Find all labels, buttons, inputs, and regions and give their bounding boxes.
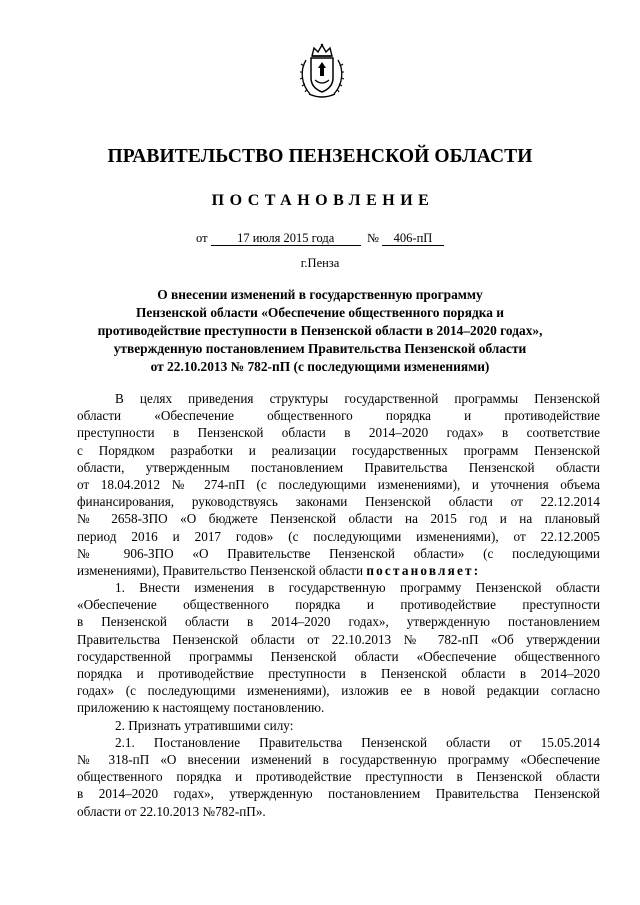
item-1-line: годах» (с последующими изменениями), изложив ее в новой редакции согласно: [77, 683, 600, 699]
subject-line: О внесении изменений в государственную программу: [157, 287, 483, 302]
coat-of-arms-icon: [298, 42, 346, 100]
body-line: области, утвержденным постановлением Правительства Пензенской области: [77, 459, 600, 475]
subject-line: Пензенской области «Обеспечение общественного порядка и: [136, 305, 504, 320]
resolves-keyword: постановляет:: [366, 562, 481, 578]
body-line: области «Обеспечение общественного порядка и противодействие: [77, 408, 600, 424]
subject-line: утвержденную постановлением Правительства Пензенской области: [113, 341, 527, 356]
body-line: финансирования, руководствуясь законами Пензенской области от 22.12.2014: [77, 494, 600, 510]
body-line: преступности в Пензенской области в 2014–2020 годах» в соответствие: [77, 425, 600, 441]
document-type: ПОСТАНОВЛЕНИЕ: [211, 192, 435, 209]
city: г.Пенза: [300, 256, 340, 270]
item-2-1-line: области от 22.10.2013 №782-пП».: [77, 803, 266, 819]
item-1-line: приложению к настоящему постановлению.: [77, 700, 325, 716]
document-subject: [60, 286, 580, 376]
item-1-line: «Обеспечение общественного порядка и противодействие преступности: [77, 597, 600, 613]
item-2-1-line: в 2014–2020 годах», утвержденную постановлением Правительства Пензенской: [77, 786, 600, 802]
item-1-line: государственной программы Пензенской области «Обеспечение общественного: [77, 648, 600, 664]
item-1-line: 1. Внести изменения в государственную программу Пензенской области: [115, 580, 600, 596]
body-line: от 18.04.2012 № 274-пП (с последующими изменениями), и уточнения объема: [77, 476, 600, 492]
document-date: 17 июля 2015 года: [211, 231, 361, 246]
body-line: с Порядком разработки и реализации государственных программ Пензенской: [77, 442, 600, 458]
item-2-line: 2. Признать утратившими силу:: [115, 717, 294, 733]
subject-line: противодействие преступности в Пензенской области в 2014–2020 годах»,: [97, 323, 543, 338]
item-1-line: порядка и противодействие преступности в Пензенской области в 2014–2020: [77, 666, 600, 681]
document-number: 406-пП: [382, 231, 444, 246]
item-2-1-line: № 318-пП «О внесении изменений в государственную программу «Обеспечение: [77, 751, 600, 767]
item-2-1-line: общественного порядка и противодействие преступности в Пензенской области: [77, 769, 600, 785]
body-line: В целях приведения структуры государственной программы Пензенской: [115, 391, 600, 406]
date-number-line: [0, 231, 640, 246]
government-title: ПРАВИТЕЛЬСТВО ПЕНЗЕНСКОЙ ОБЛАСТИ: [107, 146, 533, 167]
body-line: [77, 562, 600, 579]
item-1-line: в Пензенской области в 2014–2020 годах», утвержденную постановлением: [77, 614, 600, 630]
body-line: № 906-ЗПО «О Правительстве Пензенской области» (с последующими: [77, 545, 600, 561]
subject-line: от 22.10.2013 № 782-пП (с последующими изменениями): [150, 359, 490, 374]
date-prefix: от: [196, 231, 208, 245]
document-body: [77, 390, 600, 820]
item-2-1-line: 2.1. Постановление Правительства Пензенской области от 15.05.2014: [115, 734, 600, 750]
body-line: № 2658-ЗПО «О бюджете Пензенской области на 2015 год и на плановый: [77, 511, 600, 527]
number-prefix: №: [366, 231, 379, 245]
preamble-last: изменениями), Правительство Пензенской области: [77, 562, 364, 578]
body-line: период 2016 и 2017 годов» (с последующими изменениями), от 22.12.2005: [77, 528, 600, 544]
item-1-line: Правительства Пензенской области от 22.10.2013 № 782-пП «Об утверждении: [77, 631, 600, 647]
